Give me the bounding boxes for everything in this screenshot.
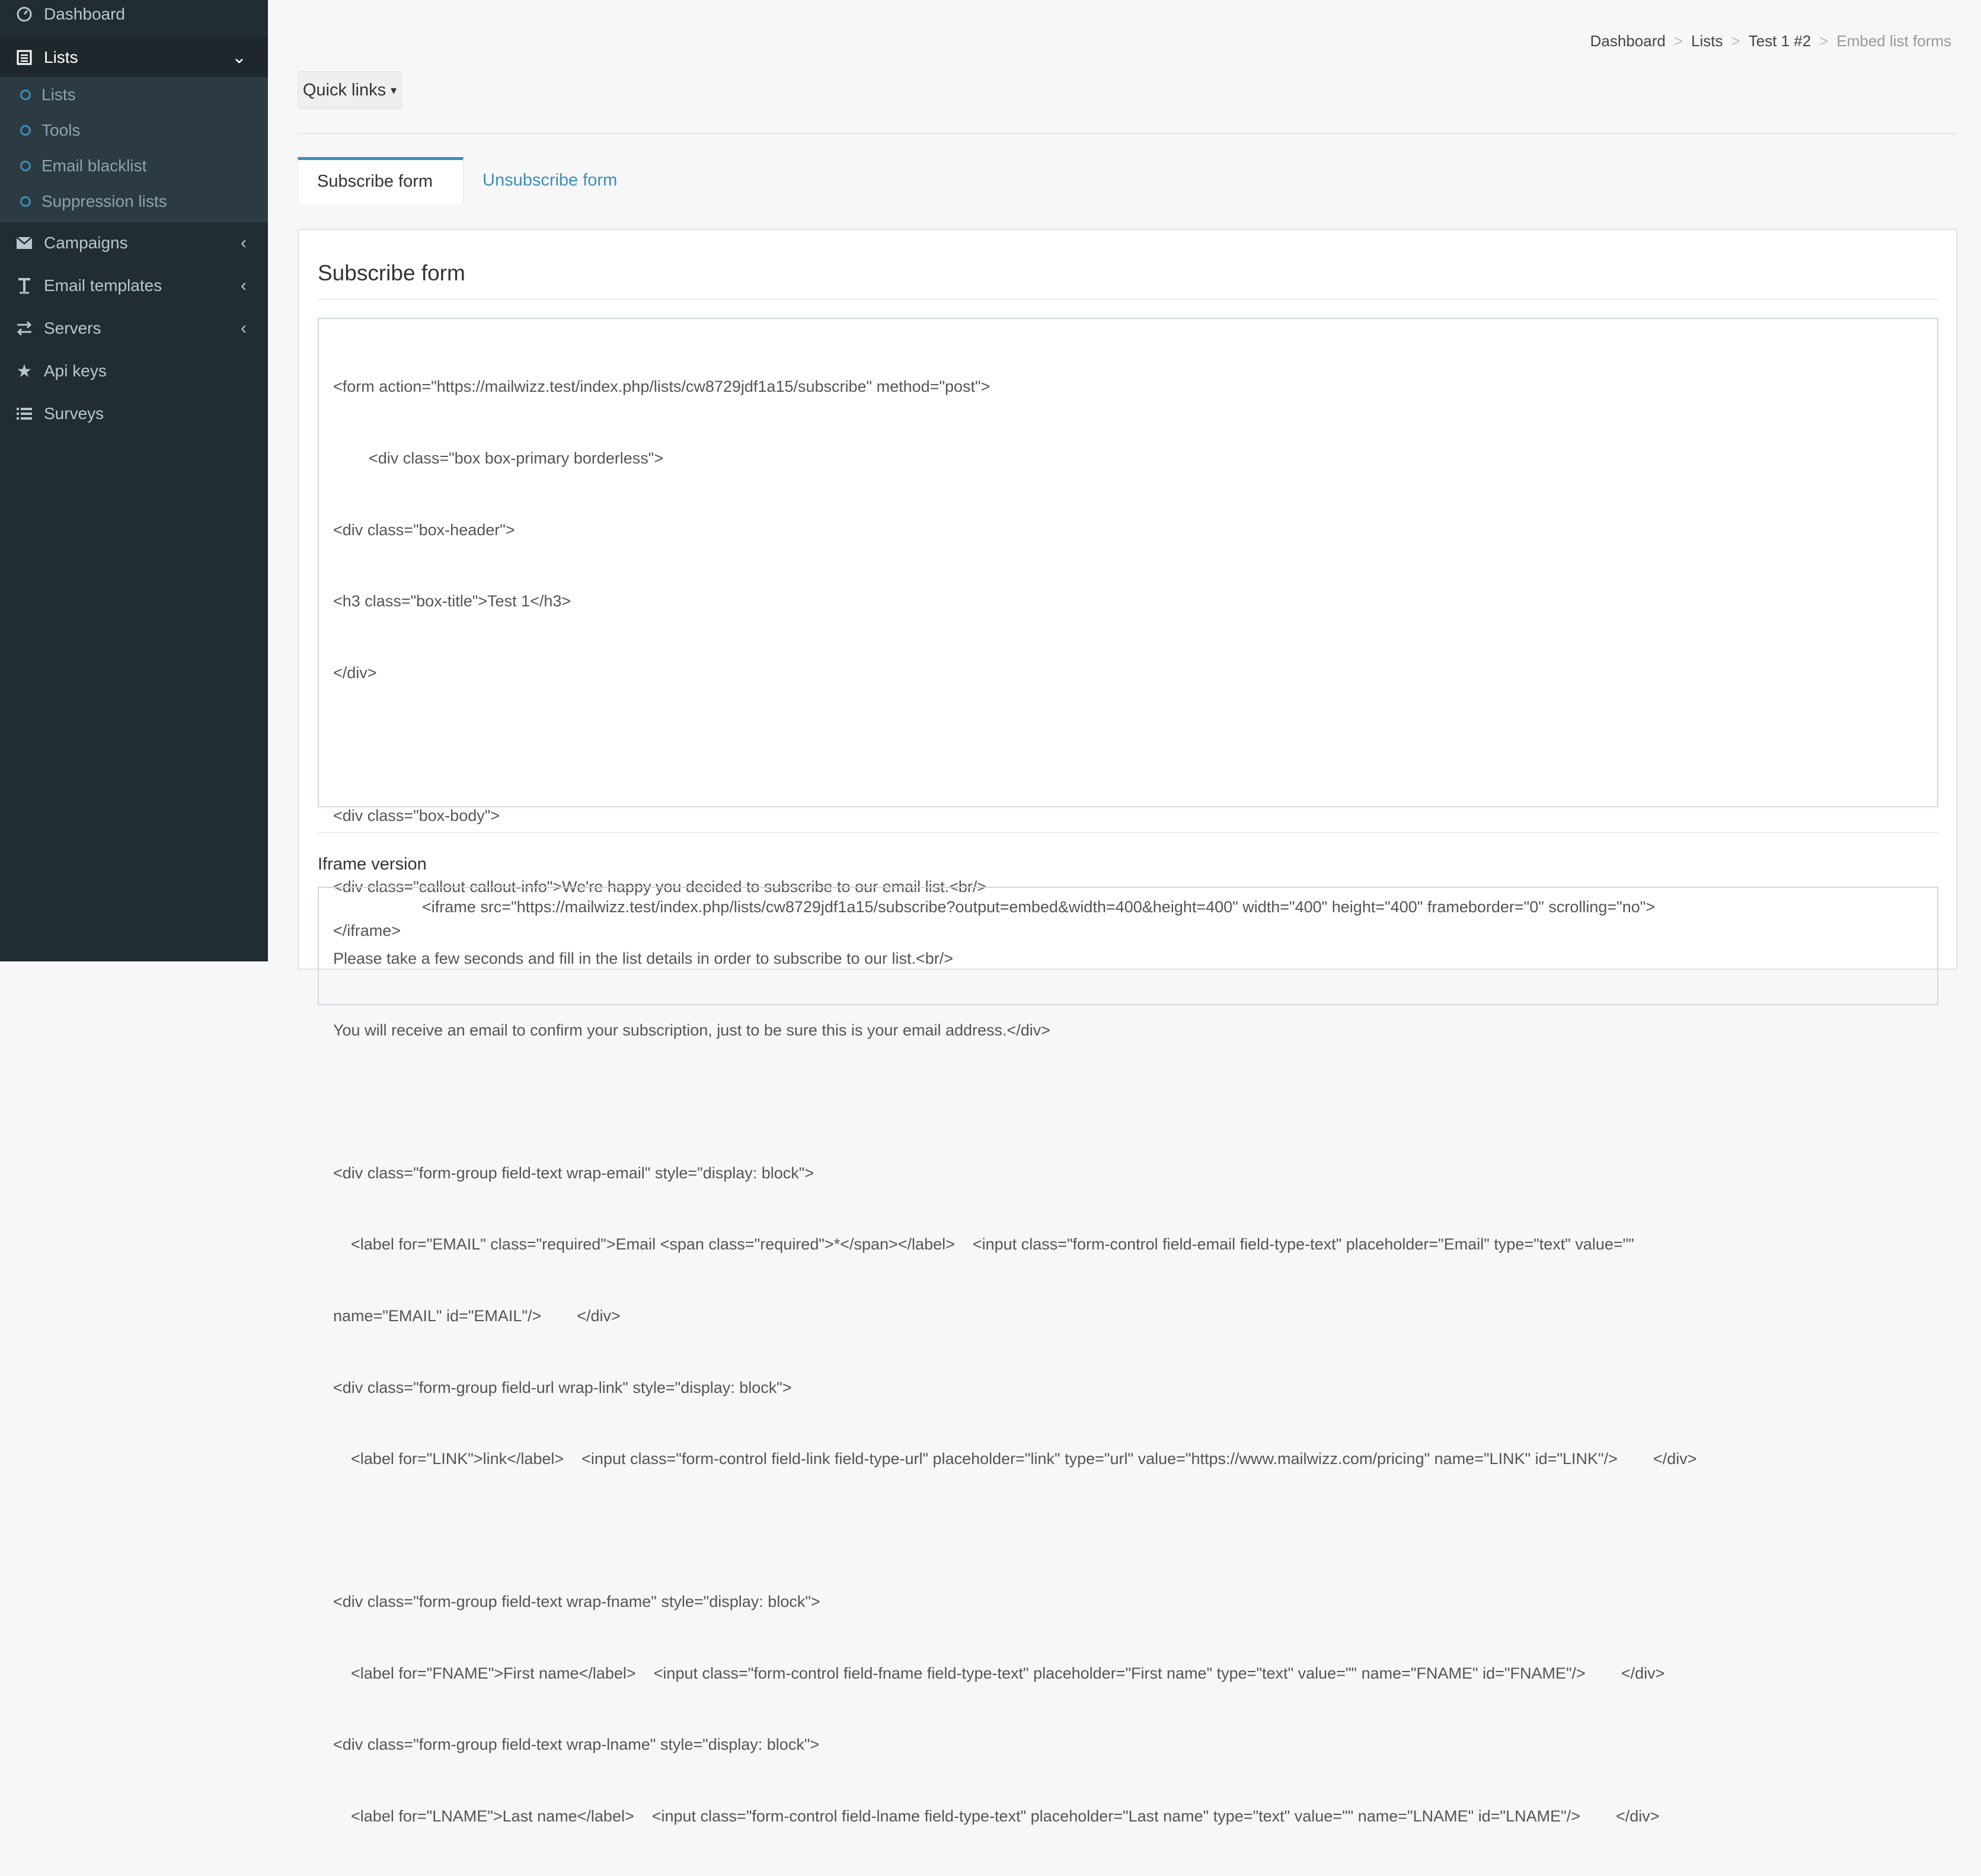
- tab-subscribe-form[interactable]: [298, 157, 464, 203]
- code-line: <h3 class="box-title">Test 1</h3>: [333, 592, 571, 611]
- code-line: <div class="box-header">: [333, 520, 515, 539]
- box-title: Subscribe form: [318, 261, 465, 285]
- code-line: <div class="form-group field-text wrap-fname" style="display: block">: [333, 1593, 820, 1611]
- quick-links-label: Quick links: [302, 80, 386, 100]
- breadcrumb: [1590, 32, 1951, 50]
- iframe-code-textarea[interactable]: <iframe src="https://mailwizz.test/index.php/lists/cw8729jdf1a15/subscribe?output=embed&width=400&height=400" width="400" height="400" frameborder="0" scrolling="no"> </iframe>: [318, 887, 1938, 1005]
- tab-unsubscribe-form[interactable]: [464, 157, 636, 203]
- sidebar-item-email-templates[interactable]: [0, 264, 268, 307]
- caret-down-icon: ▾: [391, 84, 397, 97]
- sidebar-item-surveys[interactable]: [0, 392, 268, 435]
- code-line: <label for="EMAIL" class="required">Email <span class="required">*</span></label> <input class="form-control field-email field-type-text" placeholder="Email" type="text" value="": [333, 1235, 1634, 1254]
- sidebar-item-label: Lists: [44, 48, 78, 66]
- main-content: [268, 0, 1981, 1825]
- sidebar-item-label: Api keys: [44, 362, 107, 380]
- circle-icon: [20, 125, 31, 136]
- code-line: [333, 1089, 1923, 1113]
- code-line: <label for="FNAME">First name</label> <input class="form-control field-fname field-type-text" placeholder="First name" type="text" value="" name="FNAME" id="FNAME"/> </div>: [333, 1664, 1665, 1682]
- divider: [318, 832, 1938, 833]
- chevron-left-icon: ‹: [241, 233, 247, 253]
- code-line: <label for="LINK">link</label> <input class="form-control field-link field-type-url" placeholder="link" type="url" value="https://www.mailwizz.com/pricing" name="LINK" id="LINK"/> </div>: [333, 1450, 1697, 1468]
- sidebar-item-label: Servers: [44, 319, 101, 337]
- code-line: <div class="form-group field-url wrap-link" style="display: block">: [333, 1378, 792, 1396]
- code-line: name="EMAIL" id="EMAIL"/> </div>: [333, 1306, 621, 1325]
- submenu-item-email-blacklist[interactable]: [0, 148, 268, 184]
- code-line: <label for="LNAME">Last name</label> <input class="form-control field-lname field-type-text" placeholder="Last name" type="text" value="" name="LNAME" id="LNAME"/> </div>: [333, 1807, 1660, 1825]
- code-line: [333, 732, 1923, 756]
- chevron-left-icon: ‹: [241, 318, 247, 338]
- tab-label: Unsubscribe form: [483, 170, 618, 190]
- breadcrumb-separator: >: [1731, 32, 1740, 50]
- code-line: <div class="callout callout-info">We're happy you decided to subscribe to our email list.<br/>: [333, 878, 987, 896]
- code-line: <div class="form-group field-text wrap-lname" style="display: block">: [333, 1736, 820, 1754]
- sidebar-item-label: Surveys: [44, 404, 104, 423]
- submenu-item-label: Email blacklist: [41, 156, 147, 175]
- tab-label: Subscribe form: [317, 172, 433, 191]
- list-icon: [15, 49, 33, 66]
- code-line: <div class="form-group field-text wrap-email" style="display: block">: [333, 1164, 814, 1182]
- code-line: You will receive an email to confirm your subscription, just to be sure this is your email address.</div>: [333, 1021, 1051, 1039]
- text-icon: [15, 277, 33, 295]
- lists-submenu: [0, 77, 268, 222]
- code-line: [333, 1519, 1923, 1542]
- sidebar-item-label: Email templates: [44, 276, 162, 295]
- divider: [298, 133, 1957, 134]
- submenu-item-suppression-lists[interactable]: [0, 184, 268, 219]
- circle-icon: [20, 161, 31, 171]
- sidebar-item-dashboard[interactable]: [0, 0, 268, 36]
- sidebar-item-servers[interactable]: [0, 307, 268, 350]
- breadcrumb-separator: >: [1673, 32, 1683, 50]
- chevron-left-icon: ‹: [241, 276, 247, 295]
- sidebar-item-label: Dashboard: [44, 5, 125, 23]
- code-line: </div>: [333, 663, 377, 682]
- list-ul-icon: [15, 405, 33, 423]
- submenu-item-tools[interactable]: [0, 113, 268, 148]
- submenu-item-lists[interactable]: [0, 77, 268, 113]
- breadcrumb-item-list[interactable]: Test 1 #2: [1748, 32, 1811, 50]
- circle-icon: [20, 196, 31, 207]
- code-line: Please take a few seconds and fill in the list details in order to subscribe to our list.<br/>: [333, 950, 954, 968]
- code-line: <div class="box-body">: [333, 806, 500, 824]
- sidebar-item-label: Campaigns: [44, 234, 128, 252]
- sidebar: [0, 0, 268, 961]
- submenu-item-label: Tools: [41, 121, 81, 139]
- breadcrumb-item-current: Embed list forms: [1836, 32, 1951, 50]
- sidebar-item-api-keys[interactable]: [0, 350, 268, 392]
- code-line: <form action="https://mailwizz.test/index.php/lists/cw8729jdf1a15/subscribe" method="post">: [333, 378, 990, 396]
- breadcrumb-item-dashboard[interactable]: Dashboard: [1590, 32, 1666, 50]
- divider: [318, 299, 1938, 300]
- star-icon: ★: [16, 361, 33, 381]
- subscribe-form-box: [298, 229, 1957, 1825]
- sidebar-item-campaigns[interactable]: [0, 222, 268, 264]
- iframe-version-label: Iframe version: [318, 855, 427, 874]
- submenu-item-label: Suppression lists: [41, 192, 167, 210]
- envelope-icon: [15, 234, 33, 252]
- chevron-down-icon: ⌄: [231, 47, 247, 68]
- sidebar-item-lists[interactable]: [0, 36, 268, 79]
- code-line: <div class="box box-primary borderless">: [333, 449, 664, 468]
- circle-icon: [20, 90, 31, 100]
- submenu-item-label: Lists: [41, 85, 76, 104]
- breadcrumb-separator: >: [1819, 32, 1829, 50]
- quick-links-button[interactable]: [298, 71, 402, 109]
- exchange-icon: [15, 319, 33, 337]
- dashboard-icon: [15, 5, 33, 23]
- breadcrumb-item-lists[interactable]: Lists: [1691, 32, 1723, 50]
